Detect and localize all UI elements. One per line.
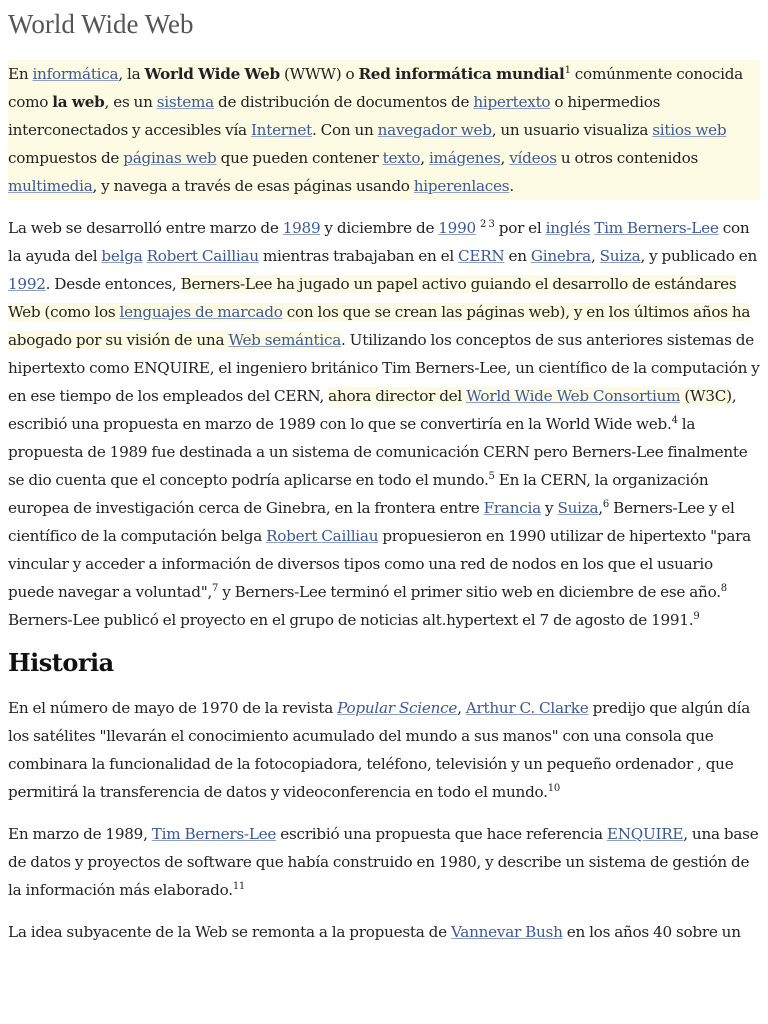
text-run: En marzo de 1989, [8,825,152,843]
text-run: , es un [104,93,157,111]
footnote-reference[interactable]: 2 3 [480,219,495,230]
article-link[interactable]: 1990 [438,219,476,237]
text-run: , [420,149,429,167]
text-run: la propuesta de 1989 fue destinada a un sistema de comunicación CERN pero Berners-Lee finalmente se dio cuenta que el concepto podría aplicarse en todo el mundo. [8,415,748,489]
article-link[interactable]: Robert Cailliau [146,247,259,265]
text-run: , [457,699,466,717]
text-run: con la ayuda del [8,219,750,265]
bold-term: World Wide Web [144,65,280,83]
article-link[interactable]: ENQUIRE [606,825,684,843]
article-link[interactable]: Suiza [557,499,599,517]
footnote-reference[interactable]: 10 [547,783,560,794]
footnote-reference[interactable]: 4 [671,415,678,426]
article-link[interactable]: Tim Berners-Lee [594,219,719,237]
highlighted-text: (W3C) [680,387,732,405]
text-run: (WWW) o [279,65,359,83]
article-link[interactable]: imágenes [428,149,501,167]
bold-term: la web [52,93,105,111]
section-heading-historia: Historia [8,648,114,677]
article-link[interactable]: Arthur C. Clarke [465,699,589,717]
article-link[interactable]: Suiza [599,247,641,265]
history-paragraph-enquire [8,820,760,904]
footnote-reference[interactable]: 11 [232,881,246,892]
article-link[interactable]: lenguajes de marcado [119,303,283,321]
text-run: por el [494,219,546,237]
text-run: de distribución de documentos de [213,93,474,111]
text-run: En la CERN, la organización europea de investigación cerca de Ginebra, en la frontera entre [8,471,709,517]
text-run: . Desde entonces, [45,275,181,293]
footnote-reference[interactable]: 6 [602,499,609,510]
highlighted-text: Berners-Lee ha jugado un papel activo guiando el desarrollo de estándares Web (como los [8,275,737,321]
article-link[interactable]: hiperenlaces [413,177,510,195]
text-run: Berners-Lee y el científico de la computación belga [8,499,735,545]
text-run: mientras trabajaban en el [258,247,459,265]
text-run: , y navega a través de esas páginas usando [92,177,414,195]
article-link[interactable]: Internet [250,121,312,139]
text-run: La web se desarrolló entre marzo de [8,219,283,237]
text-run: En el número de mayo de 1970 de la revista [8,699,338,717]
history-paragraph-clarke [8,694,760,806]
article-link[interactable]: 1992 [8,275,46,293]
text-run: en los años 40 sobre un [562,923,741,941]
article-link[interactable]: vídeos [509,149,557,167]
text-run: y Berners-Lee terminó el primer sitio web en diciembre de ese año. [218,583,721,601]
text-run: En [8,65,33,83]
article-link[interactable]: Francia [483,499,541,517]
text-run: que pueden contener [216,149,383,167]
text-run: compuestos de [8,149,124,167]
article-link[interactable]: hipertexto [473,93,551,111]
text-run: . Utilizando los conceptos de sus anteriores sistemas de hipertexto como ENQUIRE, el ingeniero británico Tim Berners-Lee, un científico de la computación y en ese tiempo de los empleados del CERN, [8,331,760,405]
text-run: predijo que algún día los satélites "llevarán el conocimiento acumulado del mundo a sus manos" con una consola que combinara la funcionalidad de la fotocopiadora, teléfono, televisión y un pequeño ordenador , que permitirá la transferencia de datos y videoconferencia en todo el mundo. [8,699,751,801]
footnote-reference[interactable]: 5 [488,471,495,482]
text-run: , una base de datos y proyectos de software que había construido en 1980, y describe un sistema de gestión de la información más elaborado. [8,825,759,899]
text-run: o hipermedios interconectados y accesibles vía [8,93,661,139]
article-link[interactable]: CERN [458,247,505,265]
highlighted-text: con los que se crean las páginas web), y en los últimos años ha abogado por su visión de una [8,303,751,349]
article-link[interactable]: Web semántica [228,331,342,349]
text-run: La idea subyacente de la Web se remonta a la propuesta de [8,923,451,941]
article-link[interactable]: Popular Science [337,699,458,717]
text-run: , [598,499,603,517]
text-run: y [540,499,558,517]
article-link[interactable]: World Wide Web Consortium [466,387,681,405]
text-run: , [500,149,510,167]
article-link[interactable]: 1989 [282,219,321,237]
text-run: , [590,247,600,265]
article-link[interactable]: belga [101,247,143,265]
article-link[interactable]: informática [32,65,119,83]
footnote-reference[interactable]: 8 [720,583,727,594]
article-link[interactable]: Robert Cailliau [266,527,379,545]
article-link[interactable]: sitios web [652,121,727,139]
text-run: . [509,177,514,195]
footnote-reference[interactable]: 7 [212,583,219,594]
history-paragraph-bush [8,918,760,946]
article-title: World Wide Web [8,9,194,39]
text-run: propuesieron en 1990 utilizar de hipertexto "para vincular y acceder a información de diversos tipos como una red de nodos en los que el usuario puede navegar a voluntad", [8,527,751,601]
text-run: Berners-Lee publicó el proyecto en el grupo de noticias alt.hypertext el 7 de agosto de 1991. [8,611,694,629]
bold-term: Red informática mundial [358,65,565,83]
text-run: , un usuario visualiza [491,121,653,139]
article-link[interactable]: multimedia [8,177,93,195]
article-link[interactable]: páginas web [123,149,217,167]
text-run: u otros contenidos [556,149,699,167]
text-run: , la [118,65,145,83]
text-run: , escribió una propuesta en marzo de 1989 con lo que se convertiría en la World Wide web. [8,387,737,433]
text-run: escribió una propuesta que hace referencia [276,825,607,843]
footnote-reference[interactable]: 1 [564,65,571,76]
article-link[interactable]: Tim Berners-Lee [151,825,277,843]
text-run: y diciembre de [320,219,439,237]
text-run: , y publicado en [640,247,757,265]
article-link[interactable]: Vannevar Bush [450,923,563,941]
text-run: . Con un [311,121,378,139]
article-link[interactable]: navegador web [377,121,492,139]
text-run: comúnmente conocida como [8,65,743,111]
intro-paragraph [8,60,760,200]
article-link[interactable]: texto [382,149,421,167]
development-paragraph [8,214,760,634]
article-link[interactable]: sistema [156,93,214,111]
article-link[interactable]: inglés [545,219,591,237]
footnote-reference[interactable]: 9 [693,611,700,622]
text-run: en [504,247,531,265]
article-link[interactable]: Ginebra [530,247,591,265]
highlighted-text: ahora director del [328,387,467,405]
